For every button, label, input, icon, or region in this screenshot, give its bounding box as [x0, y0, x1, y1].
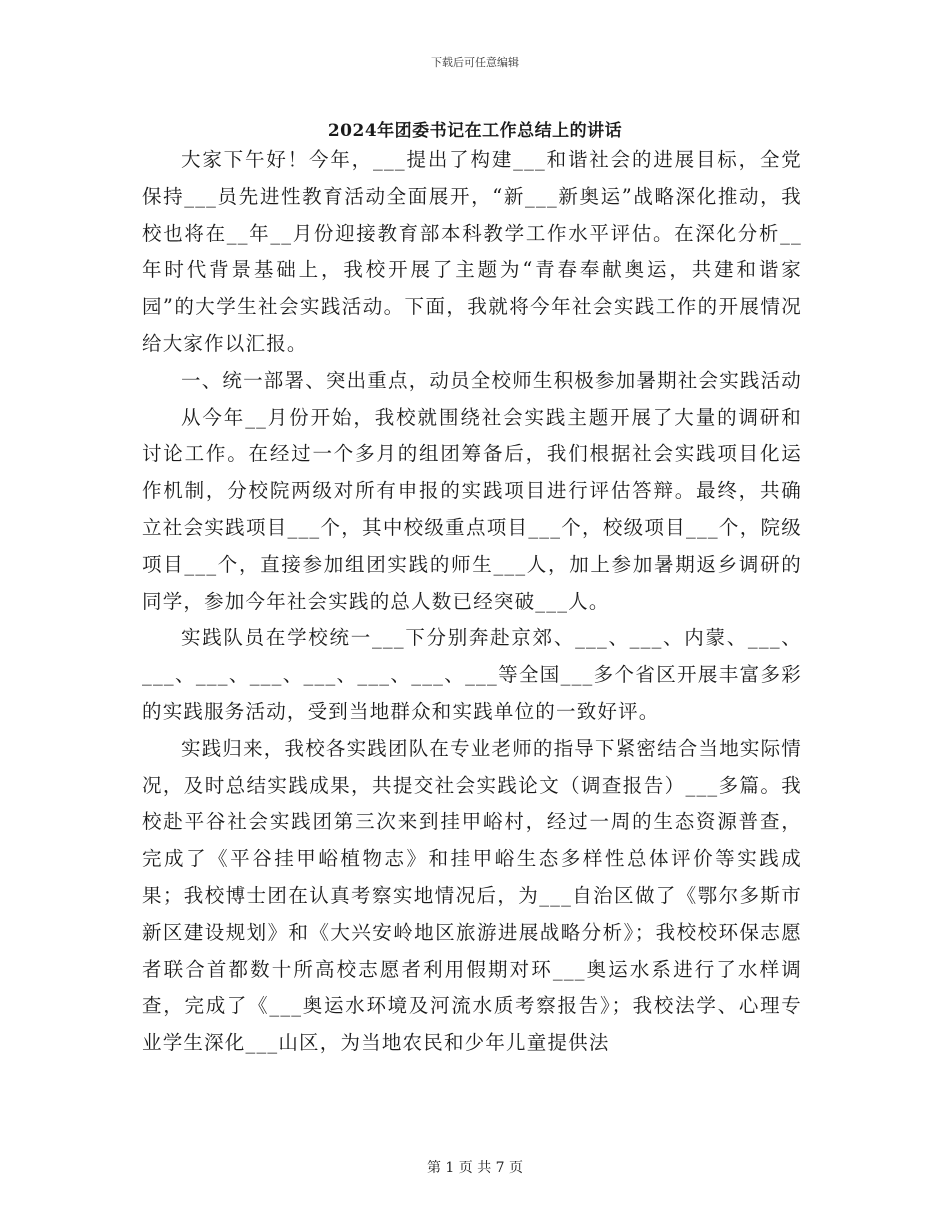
header-note: 下载后可任意编辑 [431, 56, 519, 69]
paragraph-section-heading: 一、统一部署、突出重点，动员全校师生积极参加暑期社会实践活动 [181, 368, 803, 392]
paragraph-opening: 大家下午好！今年，___提出了构建___和谐社会的进展目标，全党保持___员先进性教育活动全面展开，“新___新奥运”战略深化推动，我校也将在__年__月份迎接教育部本科教学工作水平评估。在深化分析__年时代背景基础上，我校开展了主题为“青春奉献奥运，共建和谐家园”的大学生社会实践活动。下面，我就将今年社会实践工作的开展情况给大家作以汇报。 [142, 148, 802, 355]
document-body [142, 142, 802, 1062]
paragraph-achievements: 实践归来，我校各实践团队在专业老师的指导下紧密结合当地实际情况，及时总结实践成果，共提交社会实践论文（调查报告）___多篇。我校赴平谷社会实践团第三次来到挂甲峪村，经过一周的生态资源普查，完成了《平谷挂甲峪植物志》和挂甲峪生态多样性总体评价等实践成果；我校博士团在认真考察实地情况后，为___自治区做了《鄂尔多斯市新区建设规划》和《大兴安岭地区旅游进展战略分析》；我校校环保志愿者联合首都数十所高校志愿者利用假期对环___奥运水系进行了水样调查，完成了《___奥运水环境及河流水质考察报告》；我校法学、心理专业学生深化___山区，为当地农民和少年儿童提供法 [142, 736, 803, 1055]
paragraph-destinations: 实践队员在学校统一___下分别奔赴京郊、___、___、内蒙、___、___、___、___、___、___、___、___等全国___多个省区开展丰富多彩的实践服务活动，受到当地群众和实践单位的一致好评。 [142, 626, 802, 723]
document-title: 2024年团委书记在工作总结上的讲话 [327, 121, 623, 141]
page-footer: 第 1 页 共 7 页 [426, 1160, 524, 1176]
paragraph-project-stats: 从今年__月份开始，我校就围绕社会实践主题开展了大量的调研和讨论工作。在经过一个多月的组团筹备后，我们根据社会实践项目化运作机制，分校院两级对所有申报的实践项目进行评估答辩。最终，共确立社会实践项目___个，其中校级重点项目___个，校级项目___个，院级项目___个，直接参加组团实践的师生___人，加上参加暑期返乡调研的同学，参加今年社会实践的总人数已经突破___人。 [142, 405, 802, 613]
